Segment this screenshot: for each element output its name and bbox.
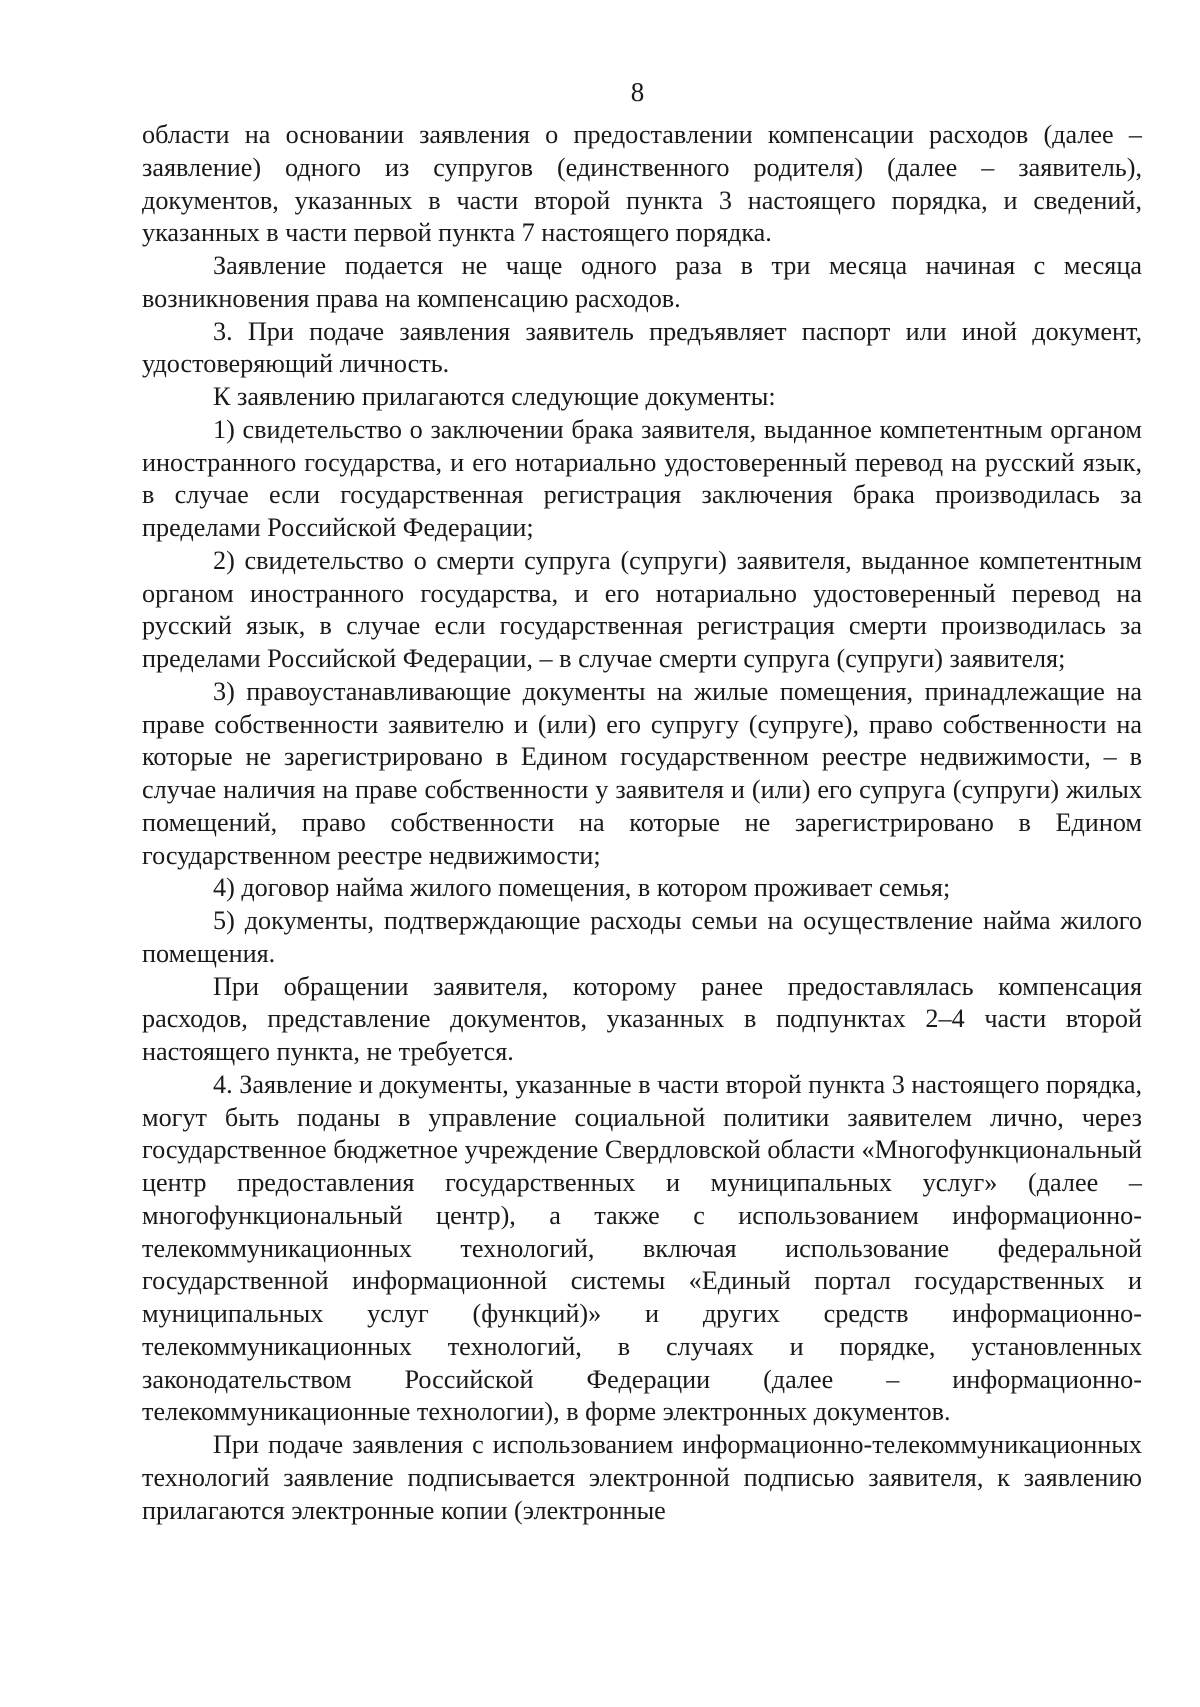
paragraph-item-3: 3. При подаче заявления заявитель предъявляет паспорт или иной документ, удостоверяющий личность. — [142, 316, 1142, 379]
list-item-marriage-certificate: 1) свидетельство о заключении брака заявителя, выданное компетентным органом иностранного государства, и его нотариально удостоверенный перевод на русский язык, в случае если государственная регистрация заключения брака производилась за пределами Российской Федерации; — [142, 414, 1142, 542]
list-item-death-certificate: 2) свидетельство о смерти супруга (супруги) заявителя, выданное компетентным органом иностранного государства, и его нотариально удостоверенный перевод на русский язык, в случае если государственная регистрация смерти производилась за пределами Российской Федерации, – в случае смерти супруга (супруги) заявителя; — [142, 545, 1142, 673]
list-item-ownership-documents: 3) правоустанавливающие документы на жилые помещения, принадлежащие на праве собственности заявителю и (или) его супругу (супруге), право собственности на которые не зарегистрировано в Едином государственном реестре недвижимости, – в случае наличия на праве собственности у заявителя и (или) его супруга (супруги) жилых помещений, право собственности на которые не зарегистрировано в Едином государственном реестре недвижимости; — [142, 676, 1142, 870]
paragraph-intro: области на основании заявления о предоставлении компенсации расходов (далее – заявление) одного из супругов (единственного родителя) (далее – заявитель), документов, указанных в части второй пункта 3 настоящего порядка, и сведений, указанных в части первой пункта 7 настоящего порядка. — [142, 120, 1142, 248]
paragraph-documents-list-intro: К заявлению прилагаются следующие документы: — [213, 382, 776, 411]
paragraph-repeat-application: При обращении заявителя, которому ранее предоставлялась компенсация расходов, представление документов, указанных в подпунктах 2–4 части второй настоящего пункта, не требуется. — [142, 971, 1142, 1066]
list-item-lease-agreement: 4) договор найма жилого помещения, в котором проживает семья; — [213, 873, 951, 903]
page-number: 8 — [630, 77, 645, 107]
paragraph-frequency: Заявление подается не чаще одного раза в три месяца начиная с месяца возникновения права на компенсацию расходов. — [142, 251, 1142, 313]
list-item-expense-documents: 5) документы, подтверждающие расходы семьи на осуществление найма жилого помещения. — [142, 906, 1142, 968]
document-body — [142, 119, 1142, 1527]
paragraph-item-4: 4. Заявление и документы, указанные в части второй пункта 3 настоящего порядка, могут быть поданы в управление социальной политики заявителем лично, через государственное бюджетное учреждение Свердловской области «Многофункциональный центр предоставления государственных и муниципальных услуг» (далее – многофункциональный центр), а также с использованием информационно-телекоммуникационных технологий, включая использование федеральной государственной информационной системы «Единый портал государственных и муниципальных услуг (функций)» и других средств информационно-телекоммуникационных технологий, в случаях и порядке, установленных законодательством Российской Федерации (далее – информационно-телекоммуникационные технологии), в форме электронных документов. — [142, 1069, 1142, 1427]
paragraph-electronic-submission: При подаче заявления с использованием информационно-телекоммуникационных технологий заявление подписывается электронной подписью заявителя, к заявлению прилагаются электронные копии (электронные — [142, 1430, 1142, 1525]
